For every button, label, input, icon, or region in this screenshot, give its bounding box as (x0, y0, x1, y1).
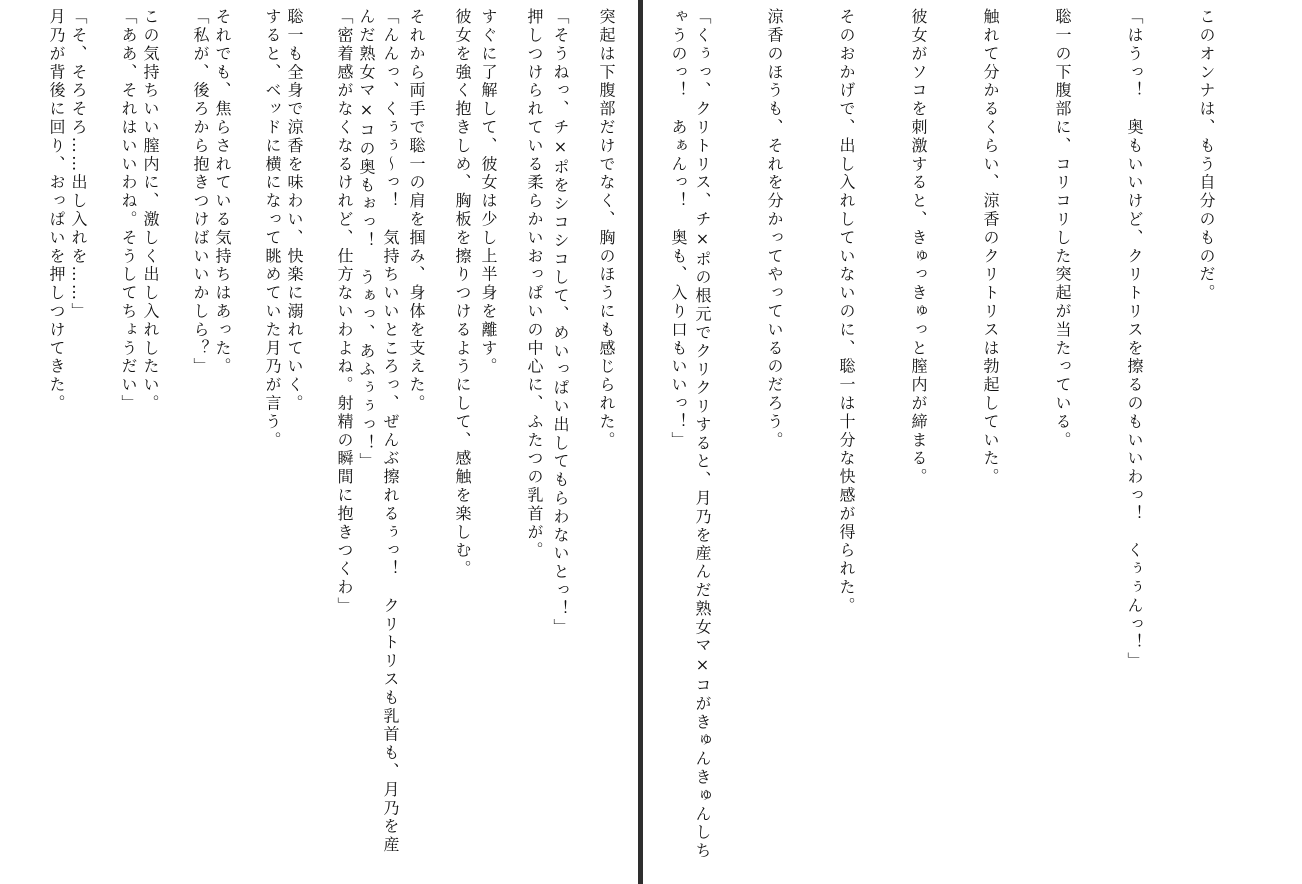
text-line: 彼女を強く抱きしめ、胸板を擦りつけるようにして、感触を楽しむ。 (453, 8, 472, 579)
text-line: 彼女がソコを刺激すると、きゅっきゅっと膣内が締まる。 (909, 8, 928, 487)
text-line: 触れて分かるくらい、涼香のクリトリスは勃起していた。 (981, 8, 1000, 487)
text-line: 「くぅっ、クリトリス、チ×ポの根元でクリクリすると、月乃を産んだ熟女マ×コがきゅんきゅんしちゃうのっ！ あぁんっ！ 奥も、入り口もいいっ！」 (669, 8, 712, 861)
text-line: 月乃が背後に回り、おっぱいを押しつけてきた。 (47, 8, 66, 413)
text-line: 涼香のほうも、それを分かってやっているのだろう。 (765, 8, 784, 450)
text-line: 「はうっ！ 奥もいいけど、クリトリスを擦るのもいいわっ！ くぅぅんっ！」 (1125, 8, 1144, 671)
text-line: すると、ベッドに横になって眺めていた月乃が言う。 (263, 8, 282, 450)
page-gutter-divider (638, 0, 643, 884)
text-line: それでも、焦らされている気持ちはあった。 (213, 8, 232, 376)
text-line: 「んんっ、くぅぅ～っ！ 気持ちいいところっ、ぜんぶ擦れるぅっ！ クリトリスも乳首も、月乃を産んだ熟女マ×コの奥もぉっ！ うぁっ、あふぅぅっ！」 (357, 8, 400, 855)
text-line: 「ああ、それはいいわね。そうしてちょうだい」 (119, 8, 138, 413)
text-line: この気持ちいい膣内に、激しく出し入れしたい。 (141, 8, 160, 413)
text-line: 聡一の下腹部に、コリコリした突起が当たっている。 (1053, 8, 1072, 450)
left-page (0, 0, 638, 884)
text-line: そのおかげで、出し入れしていないのに、聡一は十分な快感が得られた。 (837, 8, 856, 616)
text-line: このオンナは、もう自分のものだ。 (1197, 8, 1216, 303)
text-line: 「そうねっ、チ×ポをシコシコして、めいっぱい出してもらわないとっ！」 (551, 8, 570, 637)
text-line: 突起は下腹部だけでなく、胸のほうにも感じられた。 (597, 8, 616, 450)
text-line: すぐに了解して、彼女は少し上半身を離す。 (479, 8, 498, 376)
text-line: 「私が、後ろから抱きつけばいいかしら？」 (191, 8, 210, 376)
text-line: 「密着感がなくなるけれど、仕方ないわよね。射精の瞬間に抱きつくわ」 (335, 8, 354, 616)
text-line: それから両手で聡一の肩を掴み、身体を支えた。 (407, 8, 426, 413)
left-page-text (20, 8, 620, 868)
text-line: 聡一も全身で涼香を味わい、快楽に溺れていく。 (285, 8, 304, 413)
text-line: 押しつけられている柔らかいおっぱいの中心に、ふたつの乳首が。 (525, 8, 544, 560)
text-line: 「そ、そろそろ……出し入れを……」 (69, 8, 88, 321)
